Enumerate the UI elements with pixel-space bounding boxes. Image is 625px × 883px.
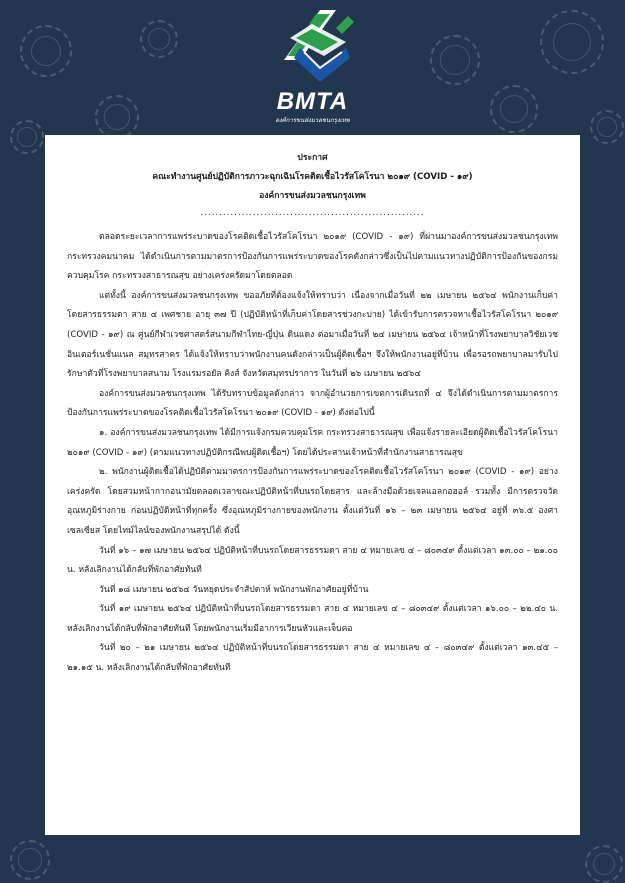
announcement-document: [45, 135, 580, 835]
virus-decoration-icon: [95, 95, 139, 139]
paragraph: ๑. องค์การขนส่งมวลชนกรุงเทพ ได้มีการแจ้งกรมควบคุมโรค กระทรวงสาธารณสุข เพื่อแจ้งรายละเอียดผู้ติดเชื้อไวรัสโคโรนา ๒๐๑๙ (COVID - ๑๙) (ตามแนวทางปฏิบัติกรณีพบผู้ติดเชื้อฯ) โดยได้ประสานเจ้าหน้าที่สำนักงานสาธารณสุข: [67, 427, 558, 458]
virus-decoration-icon: [590, 110, 624, 144]
brand-wordmark: BMTA: [276, 88, 349, 115]
virus-decoration-icon: [10, 840, 50, 880]
virus-decoration-icon: [585, 845, 623, 883]
announcement-heading: ประกาศ: [297, 153, 328, 163]
virus-decoration-icon: [140, 20, 178, 58]
bmta-logo: [250, 8, 375, 126]
virus-decoration-icon: [10, 120, 44, 154]
announcement-organization: องค์การขนส่งมวลชนกรุงเทพ: [259, 191, 366, 201]
paragraph: แต่ทั้งนี้ องค์การขนส่งมวลชนกรุงเทพ ขออภัยที่ต้องแจ้งให้ทราบว่า เนื่องจากเมื่อวันที่ ๒๒ เมษายน ๒๕๖๔ พนักงานเก็บค่าโดยสารธรรมดา สาย ๔ เพศชาย อายุ ๓๗ ปี (ปฏิบัติหน้าที่เก็บค่าโดยสารช่วงกะบ่าย) ได้เข้ารับการตรวจหาเชื้อไวรัสโคโรนา ๒๐๑๙ (COVID - ๑๙) ณ ศูนย์กีฬาเวชศาสตร์สนามกีฬาไทย-ญี่ปุ่น ดินแดง ต่อมาเมื่อวันที่ ๒๔ เมษายน ๒๕๖๔ เจ้าหน้าที่โรงพยาบาลวิชัยเวช อินเตอร์เนชั่นแนล สมุทรสาคร ได้แจ้งให้ทราบว่าพนักงานคนดังกล่าวเป็นผู้ติดเชื้อฯ จึงให้พนักงานอยู่ที่บ้าน เพื่อรอรถพยาบาลมารับไปรักษาตัวที่โรงพยาบาลสนาม โรงแรมรอยัล คิงส์ จังหวัดสมุทรปราการ ในวันที่ ๒๖ เมษายน ๒๕๖๔: [67, 290, 558, 380]
bmta-logo-icon: [250, 8, 375, 90]
announcement-subheading: คณะทำงานศูนย์ปฏิบัติการภาวะฉุกเฉินโรคติดเชื้อไวรัสโคโรนา ๒๐๑๙ (COVID - ๑๙): [152, 172, 473, 182]
virus-decoration-icon: [490, 85, 538, 133]
timeline-item: วันที่ ๒๐ – ๒๑ เมษายน ๒๕๖๔ ปฏิบัติหน้าที่บนรถโดยสารธรรมดา สาย ๔ หมายเลข ๔ – ๘๐๓๔๙ ตั้งแต่เวลา ๑๓.๔๕ – ๒๑.๑๕ น. หลังเลิกงานได้กลับที่พักอาศัยทันที: [67, 643, 558, 674]
brand-tagline: องค์การขนส่งมวลชนกรุงเทพ: [275, 117, 350, 124]
timeline-item: วันที่ ๑๙ เมษายน ๒๕๖๔ ปฏิบัติหน้าที่บนรถโดยสารธรรมดา สาย ๔ หมายเลข ๔ – ๘๐๓๔๙ ตั้งแต่เวลา ๑๖.๐๐ – ๒๒.๔๐ น. หลังเลิกงานได้กลับที่พักอาศัยทันที โดยพนักงานเริ่มมีอาการเวียนหัวและเจ็บคอ: [67, 604, 558, 634]
virus-decoration-icon: [20, 25, 72, 77]
paragraph: องค์การขนส่งมวลชนกรุงเทพ ได้รับทราบข้อมูลดังกล่าว จากผู้อำนวยการเขตการเดินรถที่ ๔ จึงได้ดำเนินการตามมาตรการป้องกันการแพร่ระบาดของโรคติดเชื้อไวรัสโคโรนา ๒๐๑๙ (COVID - ๑๙) ดังต่อไปนี้: [67, 388, 558, 419]
timeline-item: วันที่ ๑๘ เมษายน ๒๕๖๔ วันหยุดประจำสัปดาห์ พนักงานพักอาศัยอยู่ที่บ้าน: [99, 584, 369, 595]
separator-dots: ............................................................: [200, 208, 425, 218]
virus-decoration-icon: [540, 10, 604, 74]
timeline-item: วันที่ ๑๖ – ๑๗ เมษายน ๒๕๖๔ ปฏิบัติหน้าที่บนรถโดยสารธรรมดา สาย ๔ หมายเลข ๔ – ๘๐๓๔๙ ตั้งแต่เวลา ๑๓.๐๐ – ๒๑.๐๐ น. หลังเลิกงานได้กลับที่พักอาศัยทันที: [67, 545, 558, 576]
virus-decoration-icon: [430, 35, 480, 85]
paragraph: ตลอดระยะเวลาการแพร่ระบาดของโรคติดเชื้อไวรัสโคโรนา ๒๐๑๙ (COVID - ๑๙) ที่ผ่านมาองค์การขนส่งมวลชนกรุงเทพ กระทรวงคมนาคม ได้ดำเนินการตามมาตรการป้องกันการแพร่ระบาดของโรคดังกล่าวซึ่งเป็นไปตามแนวทางปฏิบัติการป้องกันของกรมควบคุมโรค กระทรวงสาธารณสุข อย่างเคร่งครัดมาโดยตลอด: [67, 232, 558, 282]
paragraph: ๒. พนักงานผู้ติดเชื้อได้ปฏิบัติตามมาตรการป้องกันการแพร่ระบาดของโรคติดเชื้อไวรัสโคโรนา ๒๐๑๙ (COVID - ๑๙) อย่างเคร่งครัด โดยสวมหน้ากากอนามัยตลอดเวลาขณะปฏิบัติหน้าที่บนรถโดยสาร และล้างมือด้วยเจลแอลกอฮอล์ รวมทั้ง มีการตรวจวัดอุณหภูมิร่างกาย ก่อนปฏิบัติหน้าที่ทุกครั้ง ซึ่งอุณหภูมิร่างกายของพนักงาน ตั้งแต่วันที่ ๑๖ – ๒๓ เมษายน ๒๕๖๔ อยู่ที่ ๓๖.๕ องศาเซลเซียส โดยไทม์ไลน์ของพนักงานสรุปได้ ดังนี้: [67, 467, 558, 536]
